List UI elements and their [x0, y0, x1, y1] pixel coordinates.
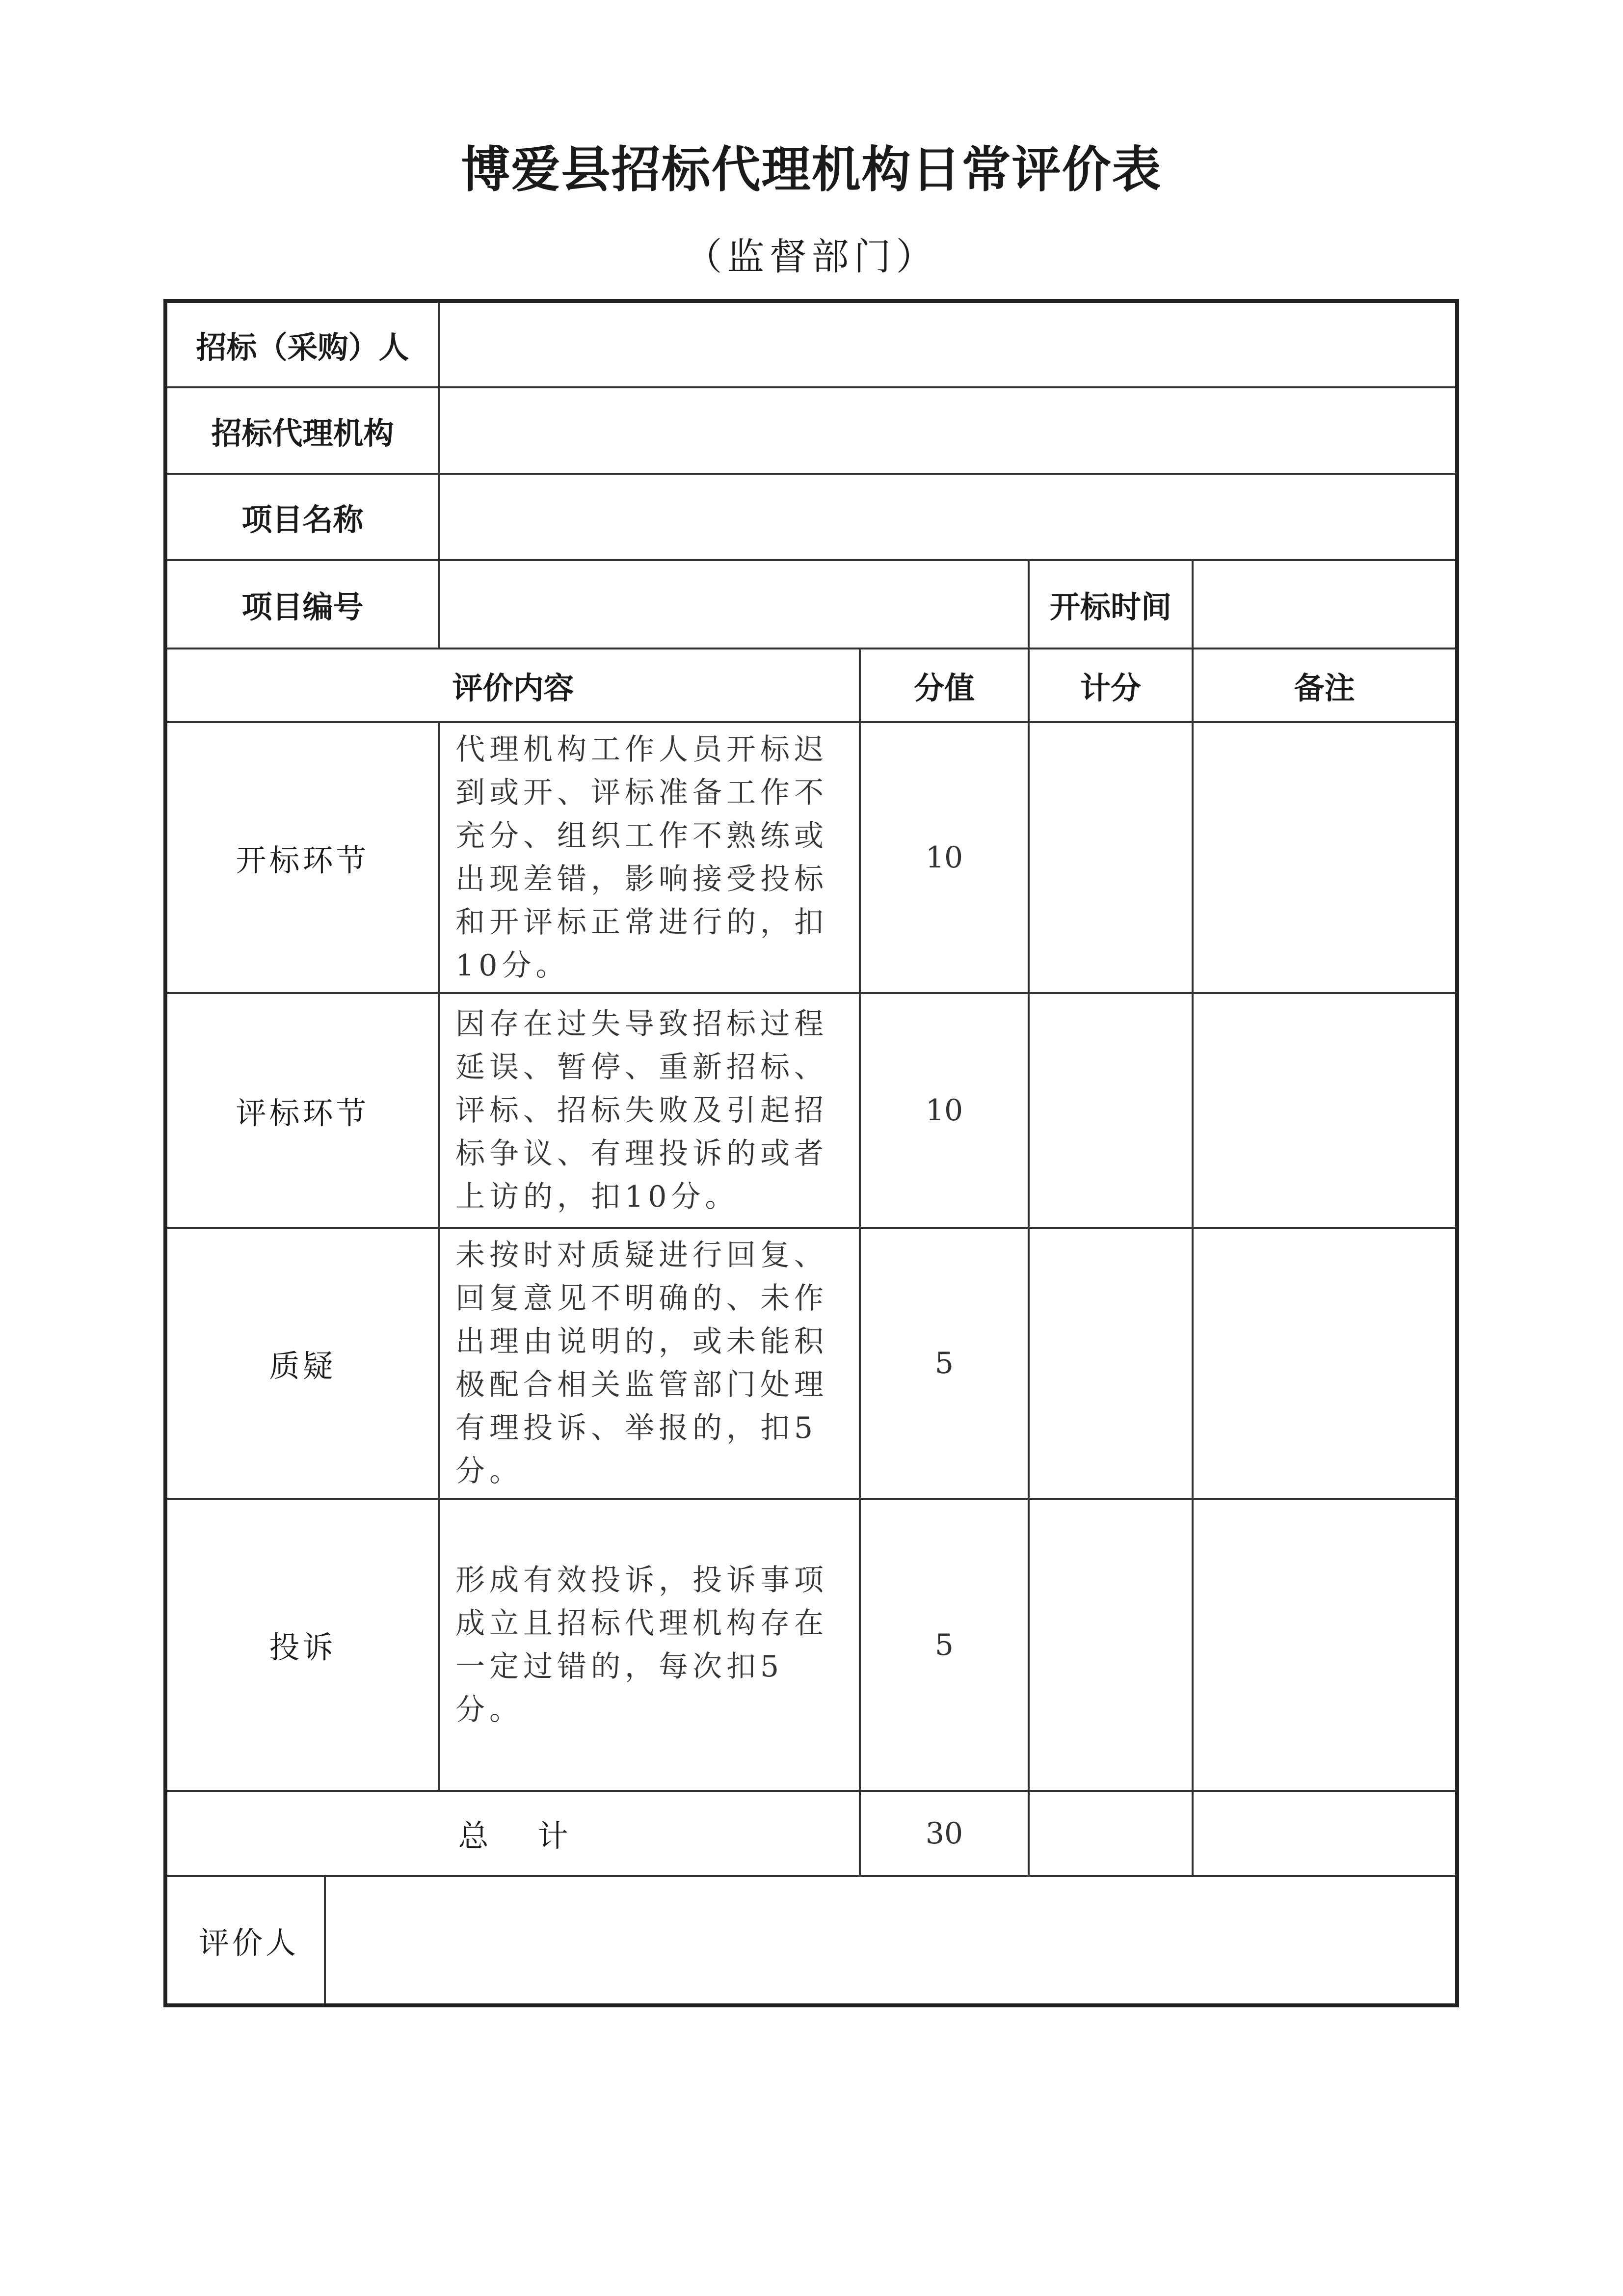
- page-subtitle: （监督部门）: [685, 235, 938, 278]
- evaluator-field[interactable]: [326, 1877, 1455, 2003]
- tenderer-label: 招标（采购）人: [165, 301, 439, 387]
- header-points: 分值: [860, 648, 1029, 722]
- criteria-points: 5: [860, 1228, 1029, 1499]
- header-row: [165, 648, 1457, 722]
- project-number-field[interactable]: [439, 560, 1029, 648]
- evaluation-table: [163, 299, 1459, 2007]
- criteria-remarks-field[interactable]: [1193, 722, 1457, 993]
- total-remarks-field[interactable]: [1193, 1791, 1457, 1876]
- criteria-row: [165, 722, 1457, 993]
- tenderer-field[interactable]: [439, 301, 1457, 387]
- criteria-row: [165, 1228, 1457, 1499]
- criteria-score-field[interactable]: [1029, 1499, 1193, 1791]
- criteria-score-field[interactable]: [1029, 1228, 1193, 1499]
- criteria-category: 评标环节: [165, 993, 439, 1228]
- agency-field[interactable]: [439, 387, 1457, 474]
- agency-label: 招标代理机构: [165, 387, 439, 474]
- criteria-remarks-field[interactable]: [1193, 993, 1457, 1228]
- criteria-score-field[interactable]: [1029, 993, 1193, 1228]
- total-label: 总计: [165, 1791, 860, 1876]
- total-points: 30: [860, 1791, 1029, 1876]
- opening-time-field[interactable]: [1193, 560, 1457, 648]
- header-remarks: 备注: [1193, 648, 1457, 722]
- criteria-points: 10: [860, 993, 1029, 1228]
- total-score-field[interactable]: [1029, 1791, 1193, 1876]
- criteria-description: 代理机构工作人员开标迟到或开、评标准备工作不充分、组织工作不熟练或出现差错，影响接受投标和开评标正常进行的，扣10分。: [439, 722, 860, 993]
- criteria-row: [165, 1499, 1457, 1791]
- project-number-label: 项目编号: [165, 560, 439, 648]
- row-agency: [165, 387, 1457, 474]
- row-tenderer: [165, 301, 1457, 387]
- criteria-category: 投诉: [165, 1499, 439, 1791]
- row-project-name: [165, 474, 1457, 560]
- criteria-category: 质疑: [165, 1228, 439, 1499]
- criteria-description: 未按时对质疑进行回复、回复意见不明确的、未作出理由说明的，或未能积极配合相关监管部门处理有理投诉、举报的，扣5分。: [439, 1228, 860, 1499]
- criteria-category: 开标环节: [165, 722, 439, 993]
- criteria-points: 5: [860, 1499, 1029, 1791]
- opening-time-label: 开标时间: [1029, 560, 1193, 648]
- page-title: 博爱县招标代理机构日常评价表: [461, 140, 1162, 198]
- criteria-remarks-field[interactable]: [1193, 1228, 1457, 1499]
- project-name-field[interactable]: [439, 474, 1457, 560]
- evaluator-cell: [165, 1876, 1457, 2005]
- header-content: 评价内容: [165, 648, 860, 722]
- criteria-remarks-field[interactable]: [1193, 1499, 1457, 1791]
- total-row: [165, 1791, 1457, 1876]
- criteria-score-field[interactable]: [1029, 722, 1193, 993]
- evaluator-row: [165, 1876, 1457, 2005]
- criteria-row: [165, 993, 1457, 1228]
- project-name-label: 项目名称: [165, 474, 439, 560]
- criteria-description: 因存在过失导致招标过程延误、暂停、重新招标、评标、招标失败及引起招标争议、有理投诉的或者上访的，扣10分。: [439, 993, 860, 1228]
- row-project-number: [165, 560, 1457, 648]
- criteria-points: 10: [860, 722, 1029, 993]
- header-score: 计分: [1029, 648, 1193, 722]
- evaluator-label: 评价人: [167, 1877, 326, 2003]
- criteria-description: 形成有效投诉，投诉事项成立且招标代理机构存在一定过错的，每次扣5分。: [439, 1499, 860, 1791]
